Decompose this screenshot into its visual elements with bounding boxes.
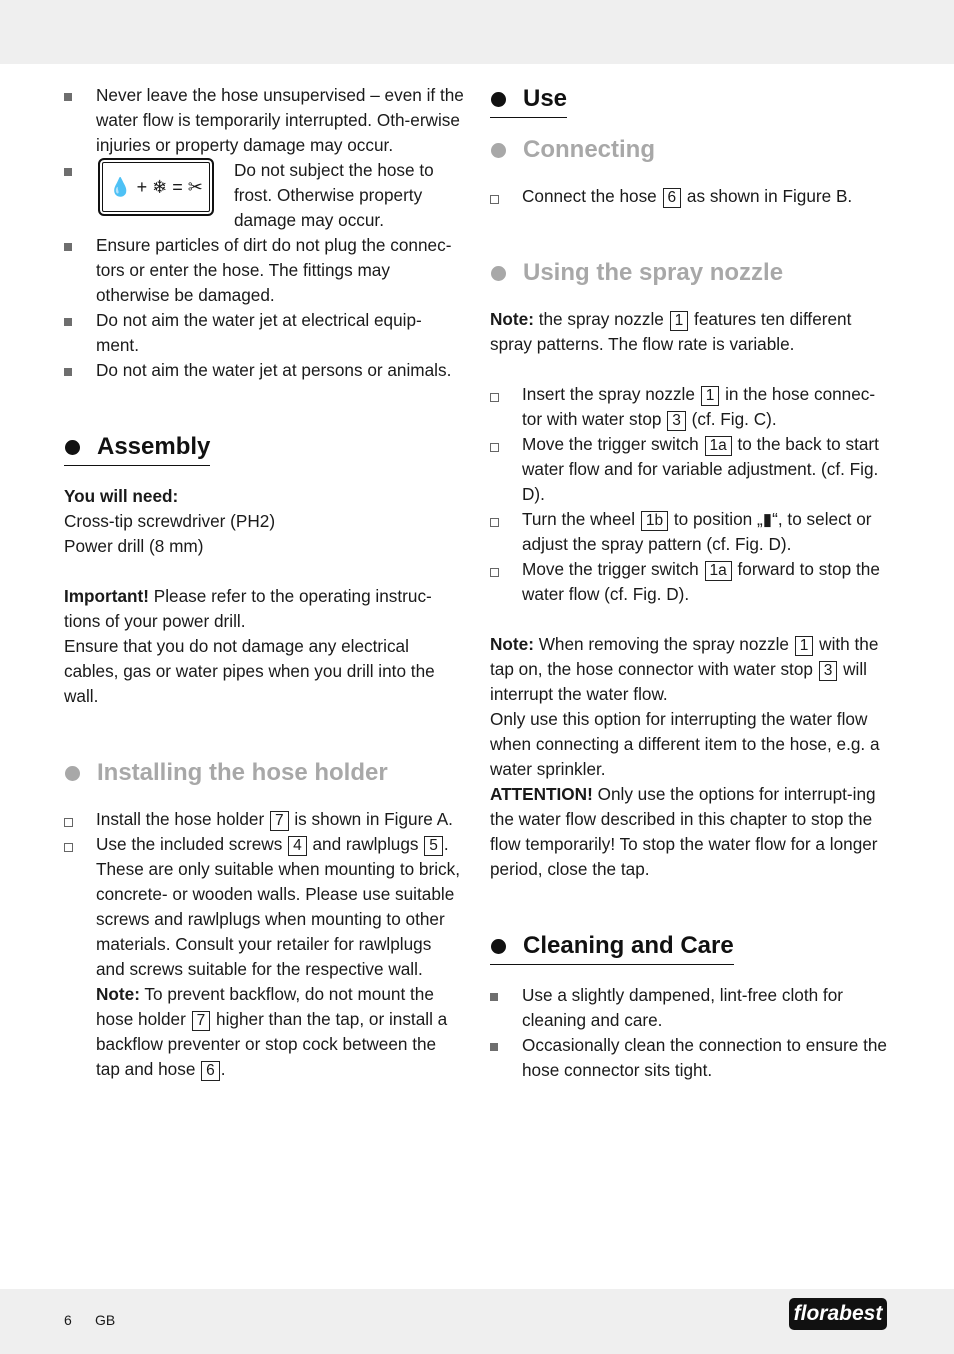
square-bullet-icon	[64, 318, 72, 326]
page-number: 6	[64, 1312, 72, 1328]
safety-item: Do not aim the water jet at persons or animals.	[64, 358, 464, 383]
section-dot-icon	[491, 143, 506, 158]
use-heading: Use	[490, 83, 567, 118]
part-ref: 1a	[705, 436, 732, 456]
checkbox-bullet-icon	[64, 843, 73, 852]
step-item: Install the hose holder 7 is shown in Figure A.	[64, 807, 464, 832]
checkbox-bullet-icon	[490, 443, 499, 452]
ensure-paragraph: Ensure that you do not damage any electrical cables, gas or water pipes when you drill into the wall.	[64, 636, 435, 706]
safety-item: Never leave the hose unsupervised – even if the water flow is temporarily interrupted. Oth-erwise injuries or property damage may occur.	[64, 83, 464, 158]
square-bullet-icon	[64, 243, 72, 251]
square-bullet-icon	[490, 1043, 498, 1051]
part-ref: 4	[288, 836, 307, 856]
assembly-heading: Assembly	[64, 431, 210, 466]
tool-item: Power drill (8 mm)	[64, 536, 204, 556]
square-bullet-icon	[64, 168, 72, 176]
checkbox-bullet-icon	[490, 568, 499, 577]
part-ref: 7	[192, 1011, 211, 1031]
option-paragraph: Only use this option for interrupting the water flow when connecting a different item to the hose, e.g. a water sprinkler.	[490, 709, 880, 779]
section-dot-icon	[491, 939, 506, 954]
part-ref: 1a	[705, 561, 732, 581]
left-column	[64, 83, 464, 1082]
cleaning-item: Occasionally clean the connection to ensure the hose connector sits tight.	[490, 1033, 890, 1083]
section-dot-icon	[491, 266, 506, 281]
frost-warning	[64, 158, 464, 233]
right-column	[490, 83, 890, 1083]
step-item: Move the trigger switch 1a to the back to start water flow and for variable adjustment. (cf. Fig. D).	[490, 432, 890, 507]
section-dot-icon	[65, 440, 80, 455]
removal-note: Note: When removing the spray nozzle 1 with the tap on, the hose connector with water stop 3 will interrupt the water flow.	[490, 634, 879, 704]
step-item: Connect the hose 6 as shown in Figure B.	[490, 184, 890, 209]
square-bullet-icon	[64, 368, 72, 376]
spray-heading: Using the spray nozzle	[490, 257, 783, 289]
checkbox-bullet-icon	[490, 393, 499, 402]
step-item: Insert the spray nozzle 1 in the hose connec-tor with water stop 3 (cf. Fig. C).	[490, 382, 890, 432]
checkbox-bullet-icon	[64, 818, 73, 827]
attention-paragraph: ATTENTION! Only use the options for interrupt-ing the water flow described in this chapter to stop the flow temporarily! To stop the water flow for a longer period, close the tap.	[490, 784, 878, 879]
connecting-heading: Connecting	[490, 134, 655, 166]
step-item: Turn the wheel 1b to position „▮“, to select or adjust the spray pattern (cf. Fig. D).	[490, 507, 890, 557]
part-ref: 1	[795, 636, 814, 656]
tool-item: Cross-tip screwdriver (PH2)	[64, 511, 276, 531]
installing-heading: Installing the hose holder	[64, 757, 388, 789]
safety-item: Ensure particles of dirt do not plug the connec-tors or enter the hose. The fittings may otherwise be damaged.	[64, 233, 464, 308]
square-bullet-icon	[490, 993, 498, 1001]
step-item: Move the trigger switch 1a forward to stop the water flow (cf. Fig. D).	[490, 557, 890, 607]
you-will-need-label: You will need:	[64, 486, 179, 506]
important-paragraph: Important! Please refer to the operating instruc-tions of your power drill.	[64, 586, 432, 631]
section-dot-icon	[491, 92, 506, 107]
part-ref: 5	[424, 836, 443, 856]
frost-warning-text: Do not subject the hose to frost. Otherwise property damage may occur.	[234, 160, 434, 230]
part-ref: 6	[201, 1061, 220, 1081]
square-bullet-icon	[64, 93, 72, 101]
cleaning-heading: Cleaning and Care	[490, 930, 734, 965]
part-ref: 1b	[641, 511, 668, 531]
florabest-logo: florabest	[789, 1298, 887, 1330]
language-code: GB	[95, 1312, 116, 1328]
part-ref: 3	[667, 411, 686, 431]
spray-note: Note: the spray nozzle 1 features ten different spray patterns. The flow rate is variable.	[490, 309, 852, 354]
section-dot-icon	[65, 766, 80, 781]
part-ref: 3	[819, 661, 838, 681]
part-ref: 7	[270, 811, 289, 831]
part-ref: 1	[670, 311, 689, 331]
backflow-note: Note: To prevent backflow, do not mount the hose holder 7 higher than the tap, or install a backflow preventer or stop cock between the tap and hose 6 .	[96, 984, 448, 1079]
checkbox-bullet-icon	[490, 518, 499, 527]
safety-item: Do not aim the water jet at electrical equip-ment.	[64, 308, 464, 358]
part-ref: 1	[701, 386, 720, 406]
frost-warning-icon: 💧 + ❄ = ✂	[98, 158, 214, 216]
part-ref: 6	[663, 188, 682, 208]
cleaning-item: Use a slightly dampened, lint-free cloth for cleaning and care.	[490, 983, 890, 1033]
header-band	[0, 0, 954, 64]
step-item: Use the included screws 4 and rawlplugs 5 . These are only suitable when mounting to brick, concrete- or wooden walls. Please use suitable screws and rawlplugs when mounting to other materials. Consult your retailer for rawlplugs and screws suitable for the respective wall. Note: To prevent backflow, do not mount the hose holder 7 higher than the tap, or install a backflow preventer or stop cock between the tap and hose 6 .	[64, 832, 464, 1082]
checkbox-bullet-icon	[490, 195, 499, 204]
